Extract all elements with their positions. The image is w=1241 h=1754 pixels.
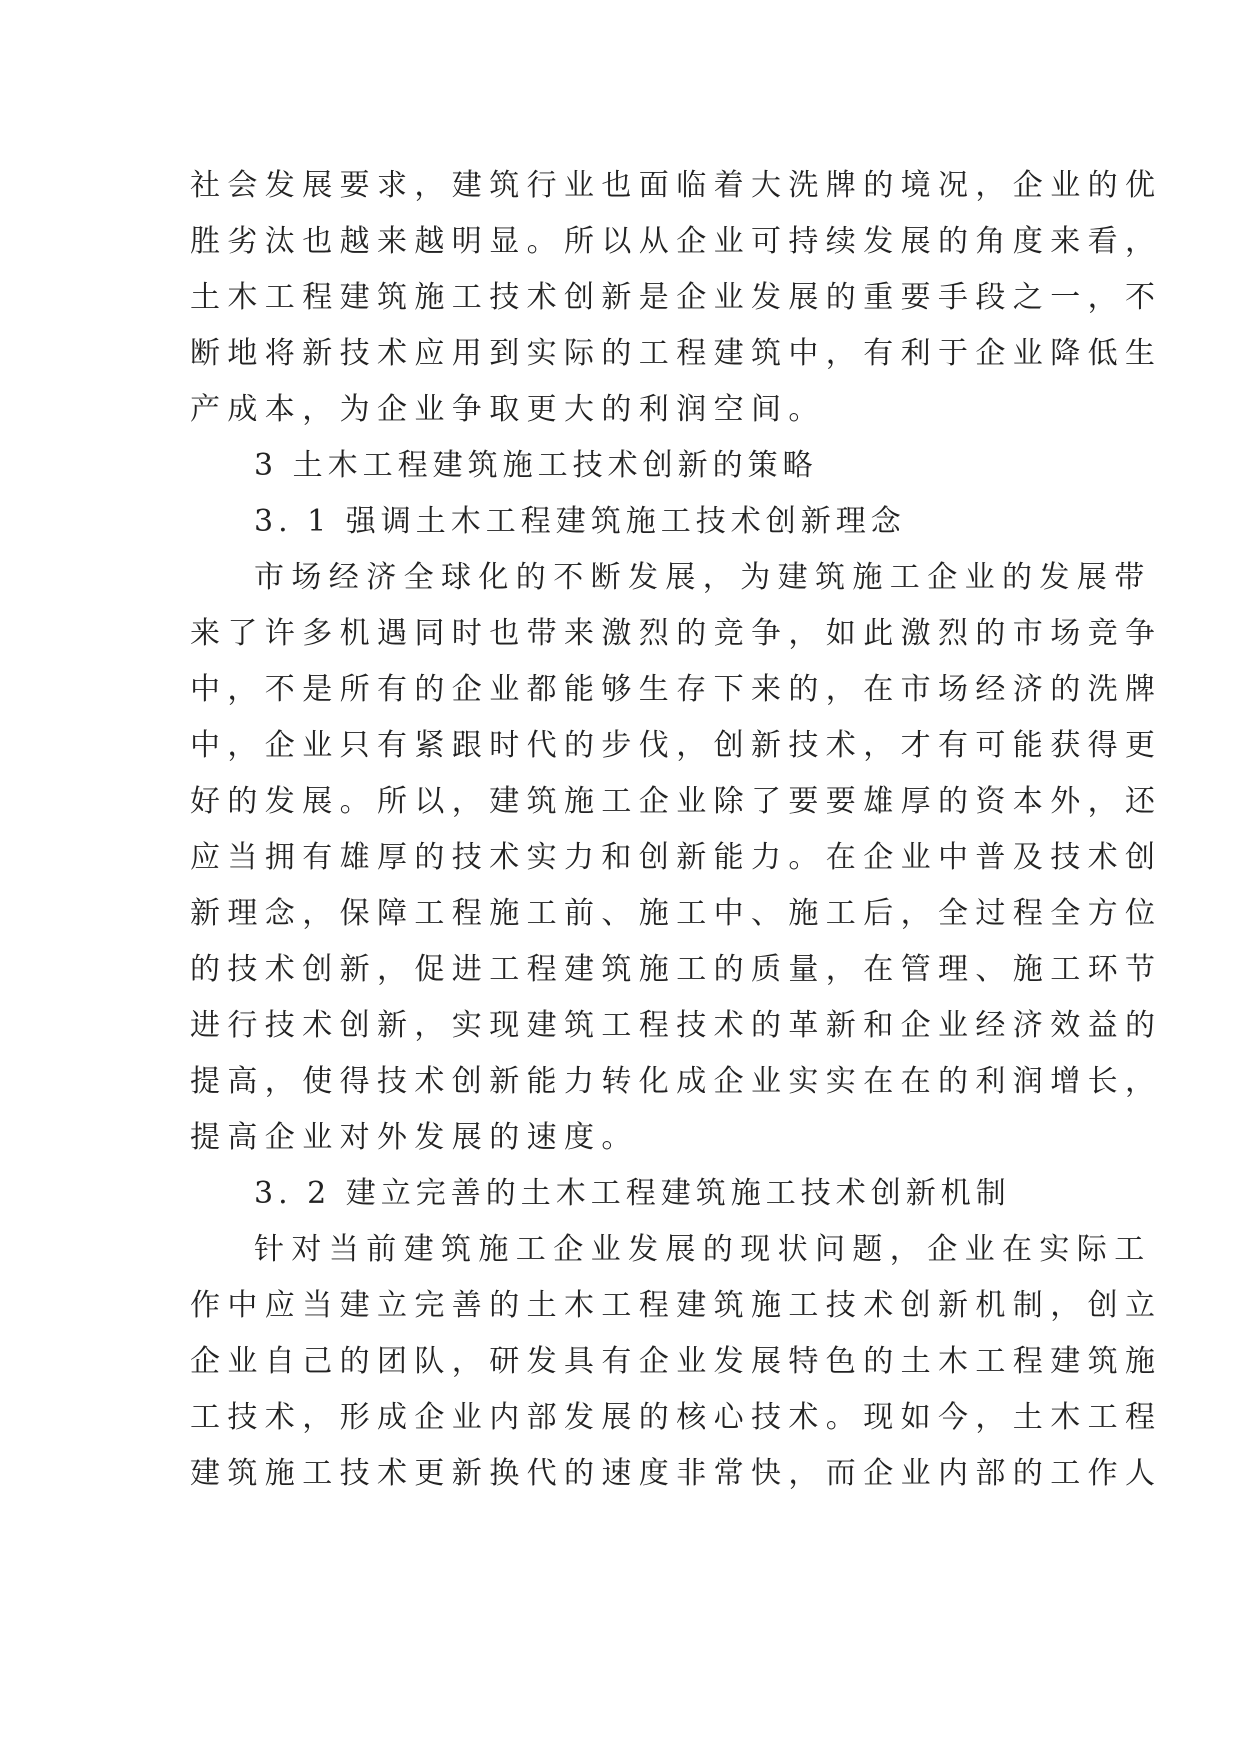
paragraph-line: 中，不是所有的企业都能够生存下来的，在市场经济的洗牌 [190,672,1163,707]
paragraph-line: 断地将新技术应用到实际的工程建筑中，有利于企业降低生 [190,336,1163,371]
subsection-heading: 3. 2 建立完善的土木工程建筑施工技术创新机制 [254,1176,1011,1211]
paragraph-line: 的技术创新，促进工程建筑施工的质量，在管理、施工环节 [190,952,1163,987]
paragraph-line: 进行技术创新，实现建筑工程技术的革新和企业经济效益的 [190,1008,1163,1043]
paragraph-line: 胜劣汰也越来越明显。所以从企业可持续发展的角度来看， [190,224,1163,259]
paragraph-line: 工技术，形成企业内部发展的核心技术。现如今，土木工程 [190,1400,1163,1435]
paragraph-line: 土木工程建筑施工技术创新是企业发展的重要手段之一，不 [190,280,1163,315]
paragraph-line: 社会发展要求，建筑行业也面临着大洗牌的境况，企业的优 [190,168,1163,203]
paragraph-first-line: 市场经济全球化的不断发展，为建筑施工企业的发展带 [254,560,1152,595]
paragraph-line: 作中应当建立完善的土木工程建筑施工技术创新机制，创立 [190,1288,1163,1323]
paragraph-line: 好的发展。所以，建筑施工企业除了要要雄厚的资本外，还 [190,784,1163,819]
paragraph-line: 企业自己的团队，研发具有企业发展特色的土木工程建筑施 [190,1344,1163,1379]
paragraph-line: 提高企业对外发展的速度。 [190,1120,639,1155]
paragraph-line: 建筑施工技术更新换代的速度非常快，而企业内部的工作人 [190,1456,1163,1491]
paragraph-line: 提高，使得技术创新能力转化成企业实实在在的利润增长， [190,1064,1163,1099]
document-body [190,158,1163,1502]
paragraph-line: 产成本，为企业争取更大的利润空间。 [190,392,826,427]
paragraph-line: 来了许多机遇同时也带来激烈的竞争，如此激烈的市场竞争 [190,616,1163,651]
paragraph-line: 新理念，保障工程施工前、施工中、施工后，全过程全方位 [190,896,1163,931]
paragraph-line: 应当拥有雄厚的技术实力和创新能力。在企业中普及技术创 [190,840,1163,875]
paragraph-line: 中，企业只有紧跟时代的步伐，创新技术，才有可能获得更 [190,728,1163,763]
paragraph-first-line: 针对当前建筑施工企业发展的现状问题，企业在实际工 [254,1232,1152,1267]
section-heading: 3 土木工程建筑施工技术创新的策略 [254,448,818,483]
subsection-heading: 3. 1 强调土木工程建筑施工技术创新理念 [254,504,906,539]
